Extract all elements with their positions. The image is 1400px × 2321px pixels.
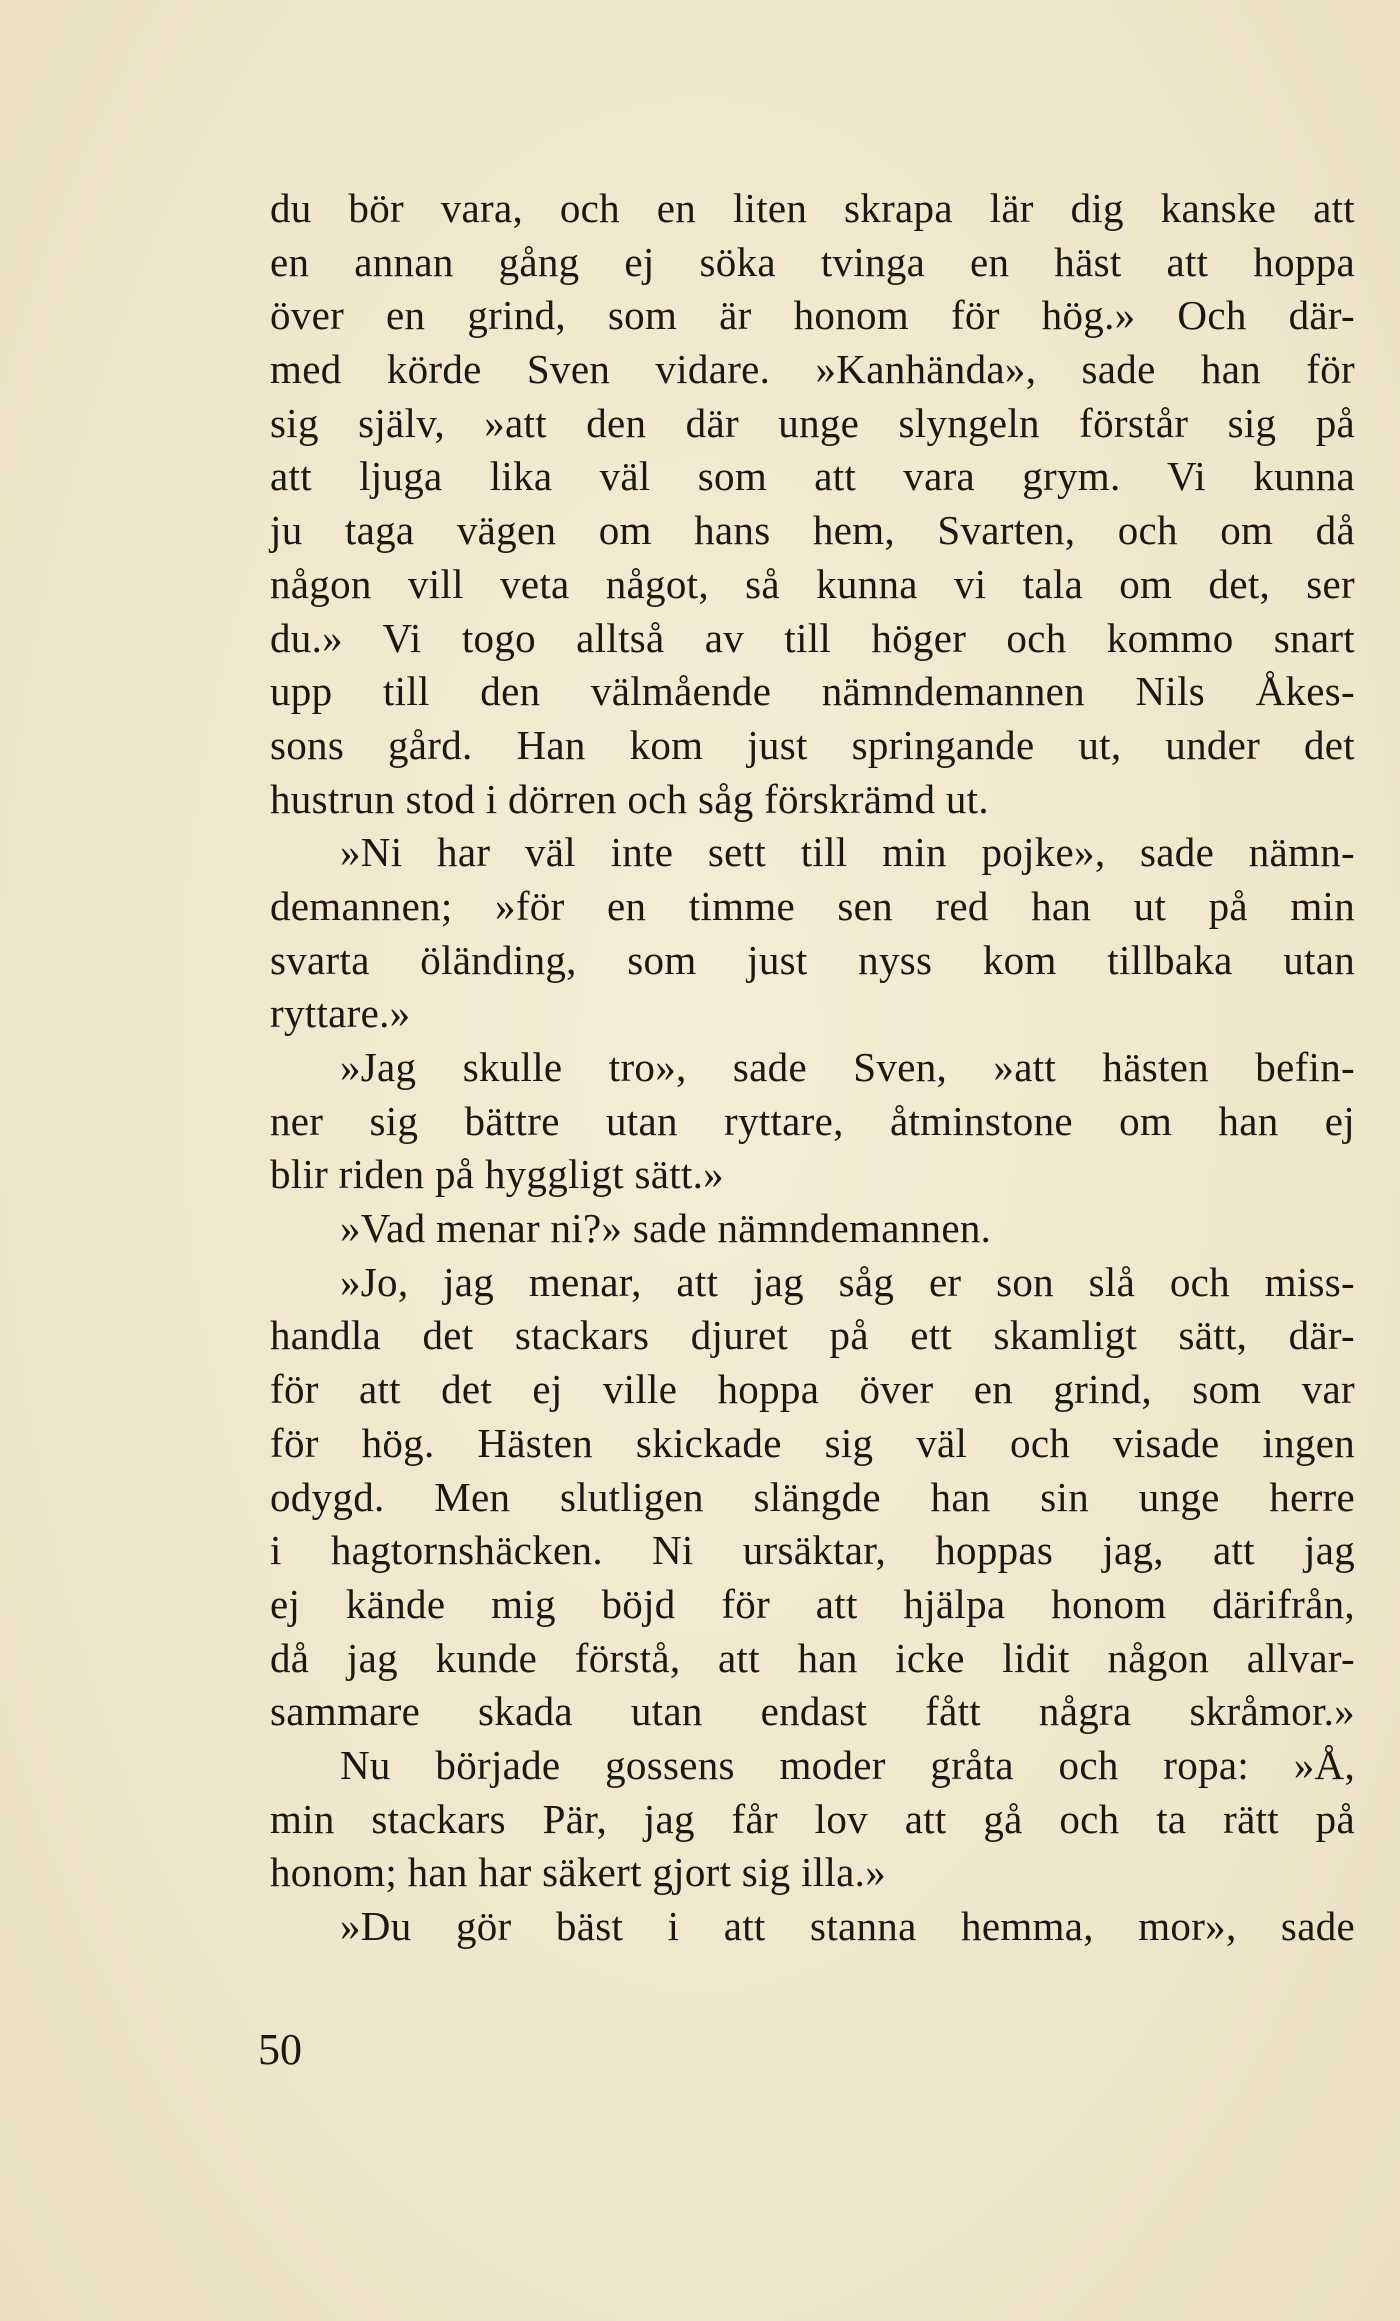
text-line: ner sig bättre utan ryttare, åtminstone om han ej (270, 1097, 1355, 1144)
text-line: handla det stackars djuret på ett skamligt sätt, där- (270, 1312, 1355, 1359)
text-line: hustrun stod i dörren och såg förskrämd ut. (270, 775, 989, 822)
text-line: med körde Sven vidare. »Kanhända», sade han för (270, 346, 1355, 393)
text-line: »Jag skulle tro», sade Sven, »att hästen befin- (340, 1044, 1355, 1090)
text-line: »Vad menar ni?» sade nämndemannen. (340, 1205, 992, 1252)
text-line: sons gård. Han kom just springande ut, under det (270, 721, 1355, 768)
text-line: demannen; »för en timme sen red han ut på min (270, 882, 1355, 929)
text-line: svarta öländing, som just nyss kom tillbaka utan (270, 936, 1355, 983)
text-line: »Du gör bäst i att stanna hemma, mor», sade (340, 1903, 1355, 1949)
page-number: 50 (258, 2025, 302, 2074)
body-text (270, 182, 1355, 1954)
text-line: för hög. Hästen skickade sig väl och visade ingen (270, 1419, 1355, 1466)
text-line: »Ni har väl inte sett till min pojke», sade nämn- (340, 829, 1355, 876)
text-line: blir riden på hyggligt sätt.» (270, 1151, 724, 1198)
text-line: ryttare.» (270, 990, 411, 1037)
text-line: att ljuga lika väl som att vara grym. Vi kunna (270, 453, 1355, 500)
text-line: Nu började gossens moder gråta och ropa: »Å, (340, 1741, 1355, 1788)
text-line: sig själv, »att den där unge slyngeln förstår sig på (270, 399, 1355, 446)
text-line: min stackars Pär, jag får lov att gå och ta rätt på (270, 1795, 1355, 1842)
text-line: en annan gång ej söka tvinga en häst att hoppa (270, 238, 1355, 285)
text-line: honom; han har säkert gjort sig illa.» (270, 1849, 887, 1896)
text-line: du.» Vi togo alltså av till höger och kommo snart (270, 614, 1355, 661)
text-line: »Jo, jag menar, att jag såg er son slå och miss- (340, 1258, 1355, 1305)
text-line: ej kände mig böjd för att hjälpa honom därifrån, (270, 1580, 1355, 1627)
text-line: någon vill veta något, så kunna vi tala om det, ser (270, 560, 1355, 607)
text-line: i hagtornshäcken. Ni ursäktar, hoppas jag, att jag (270, 1527, 1355, 1574)
text-line: för att det ej ville hoppa över en grind, som var (270, 1366, 1355, 1413)
text-line: upp till den välmående nämndemannen Nils Åkes- (270, 668, 1355, 715)
text-line: du bör vara, och en liten skrapa lär dig kanske att (270, 185, 1355, 231)
text-line: sammare skada utan endast fått några skråmor.» (270, 1688, 1355, 1735)
text-line: odygd. Men slutligen slängde han sin unge herre (270, 1473, 1355, 1520)
text-line: då jag kunde förstå, att han icke lidit någon allvar- (270, 1634, 1355, 1681)
text-line: över en grind, som är honom för hög.» Och där- (270, 292, 1355, 339)
text-line: ju taga vägen om hans hem, Svarten, och om då (270, 507, 1355, 554)
